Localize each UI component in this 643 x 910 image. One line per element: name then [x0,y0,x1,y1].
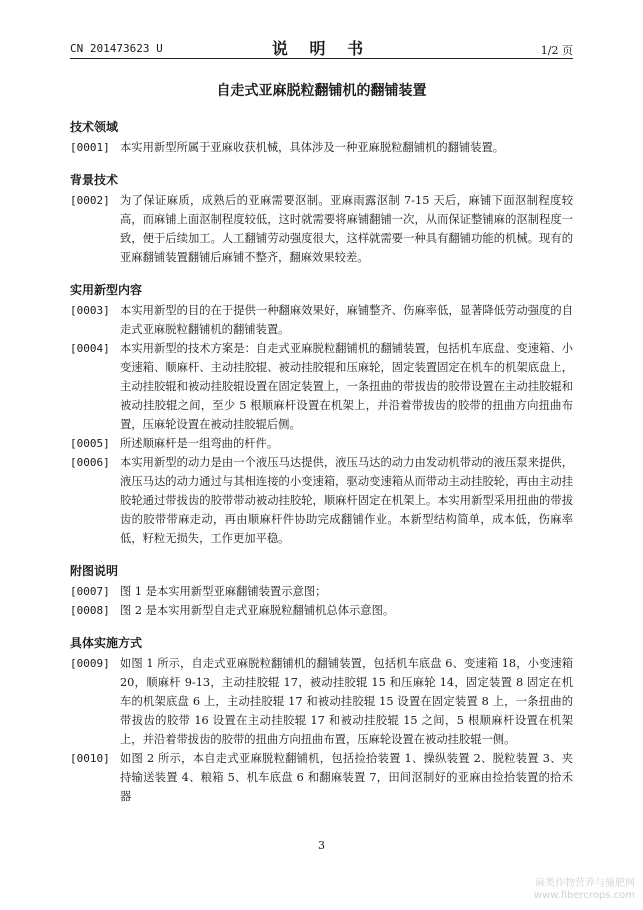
paragraph [70,601,573,620]
paragraph [70,434,573,453]
section-heading: 技术领域 [70,120,119,134]
paragraph-text: 图 2 是本实用新型自走式亚麻脱粒翻铺机总体示意图。 [120,604,395,617]
paragraph-text: 为了保证麻质，成熟后的亚麻需要沤制。亚麻雨露沤制 7-15 天后，麻铺下面沤制程度较高，而麻铺上面沤制程度较低，这时就需要将麻铺翻铺一次，从而保证整铺麻的沤制程度一致，便于后续加工。人工翻铺劳动强度很大，这样就需要一种具有翻铺功能的机械。现有的亚麻翻铺装置翻铺后麻铺不整齐，翻麻效果较差。 [120,194,573,264]
section [70,279,573,548]
publication-number: CN 201473623 U [70,42,163,55]
paragraph [70,453,573,548]
paragraph [70,654,573,749]
paragraph-number: [0010] [70,752,110,765]
paragraph-number: [0007] [70,585,110,598]
page-number: 3 [318,839,325,852]
document-name: 说 明 书 [271,39,372,58]
document-body [70,116,573,806]
section [70,560,573,620]
paragraph-text: 图 1 是本实用新型亚麻翻铺装置示意图； [120,585,327,598]
paragraph [70,301,573,339]
paragraph [70,191,573,267]
section [70,169,573,267]
header-rule [70,58,573,59]
paragraph-number: [0006] [70,456,110,469]
section-heading: 附图说明 [70,564,119,578]
paragraph-text: 本实用新型的技术方案是：自走式亚麻脱粒翻铺机的翻铺装置，包括机车底盘、变速箱、小变速箱、顺麻杆、主动挂胶辊、被动挂胶辊和压麻轮，固定装置固定在机车的机架底盘上，主动挂胶辊和被动挂胶辊设置在固定装置上，一条扭曲的带拔齿的胶带设置在主动挂胶辊和被动挂胶辊之间，至少 5 根顺麻杆设置在机架上，并沿着带拔齿的胶带的扭曲方向扭曲布置，压麻轮设置在被动挂胶辊后侧。 [120,342,573,431]
watermark-line-2: www.fibercrops.com [533,890,635,901]
paragraph-text: 本实用新型的动力是由一个液压马达提供，液压马达的动力由发动机带动的液压泵来提供，液压马达的动力通过与其相连接的小变速箱，驱动变速箱从而带动主动挂胶轮，再由主动挂胶轮通过带拔齿的胶带带动被动挂胶轮，顺麻杆固定在机架上。本实用新型采用扭曲的带拔齿的胶带带麻走动，再由顺麻杆件协助完成翻铺作业。本新型结构简单，成本低，伤麻率低，籽粒无损失，工作更加平稳。 [120,456,573,545]
paragraph-number: [0004] [70,342,110,355]
paragraph-text: 如图 2 所示，本自走式亚麻脱粒翻铺机，包括捡拾装置 1、操纵装置 2、脱粒装置 3、夹持输送装置 4、粮箱 5、机车底盘 6 和翻麻装置 7，田间沤制好的亚麻由捡拾装置的拾禾器 [120,752,573,803]
paragraph [70,138,573,157]
paragraph [70,582,573,601]
document-title: 自走式亚麻脱粒翻铺机的翻铺装置 [216,83,427,99]
paragraph [70,339,573,434]
section-heading: 实用新型内容 [70,283,143,297]
paragraph-text: 本实用新型的目的在于提供一种翻麻效果好，麻铺整齐、伤麻率低，显著降低劳动强度的自走式亚麻脱粒翻铺机的翻铺装置。 [120,304,573,336]
watermark [534,878,635,902]
paragraph-number: [0003] [70,304,110,317]
paragraph-text: 如图 1 所示，自走式亚麻脱粒翻铺机的翻铺装置，包括机车底盘 6、变速箱 18，小变速箱 20，顺麻杆 9-13，主动挂胶辊 17，被动挂胶辊 15 和压麻轮 14，固定装置 8 固定在机车的机架底盘 6 上，主动挂胶辊 17 和被动挂胶辊 15 设置在固定装置 8 上，一条扭曲的带拔齿的胶带 16 设置在主动挂胶辊 17 和被动挂胶辊 15 之间，5 根顺麻杆设置在机架上，并沿着带拔齿的胶带的扭曲方向扭曲布置，压麻轮设置在被动挂胶辊一侧。 [120,657,573,746]
paragraph-text: 所述顺麻杆是一组弯曲的杆件。 [120,437,279,450]
page-indicator: 1/2 页 [540,44,573,57]
section [70,116,573,157]
paragraph-number: [0009] [70,657,110,670]
paragraph-text: 本实用新型所属于亚麻收获机械，具体涉及一种亚麻脱粒翻铺机的翻铺装置。 [120,141,505,154]
section-heading: 具体实施方式 [70,636,143,650]
paragraph-number: [0001] [70,141,110,154]
watermark-line-1: 麻类作物营养与施肥网 [535,878,635,889]
section [70,632,573,806]
paragraph [70,749,573,806]
paragraph-number: [0005] [70,437,110,450]
page-header [70,36,573,56]
paragraph-number: [0008] [70,604,110,617]
paragraph-number: [0002] [70,194,110,207]
section-heading: 背景技术 [70,173,119,187]
